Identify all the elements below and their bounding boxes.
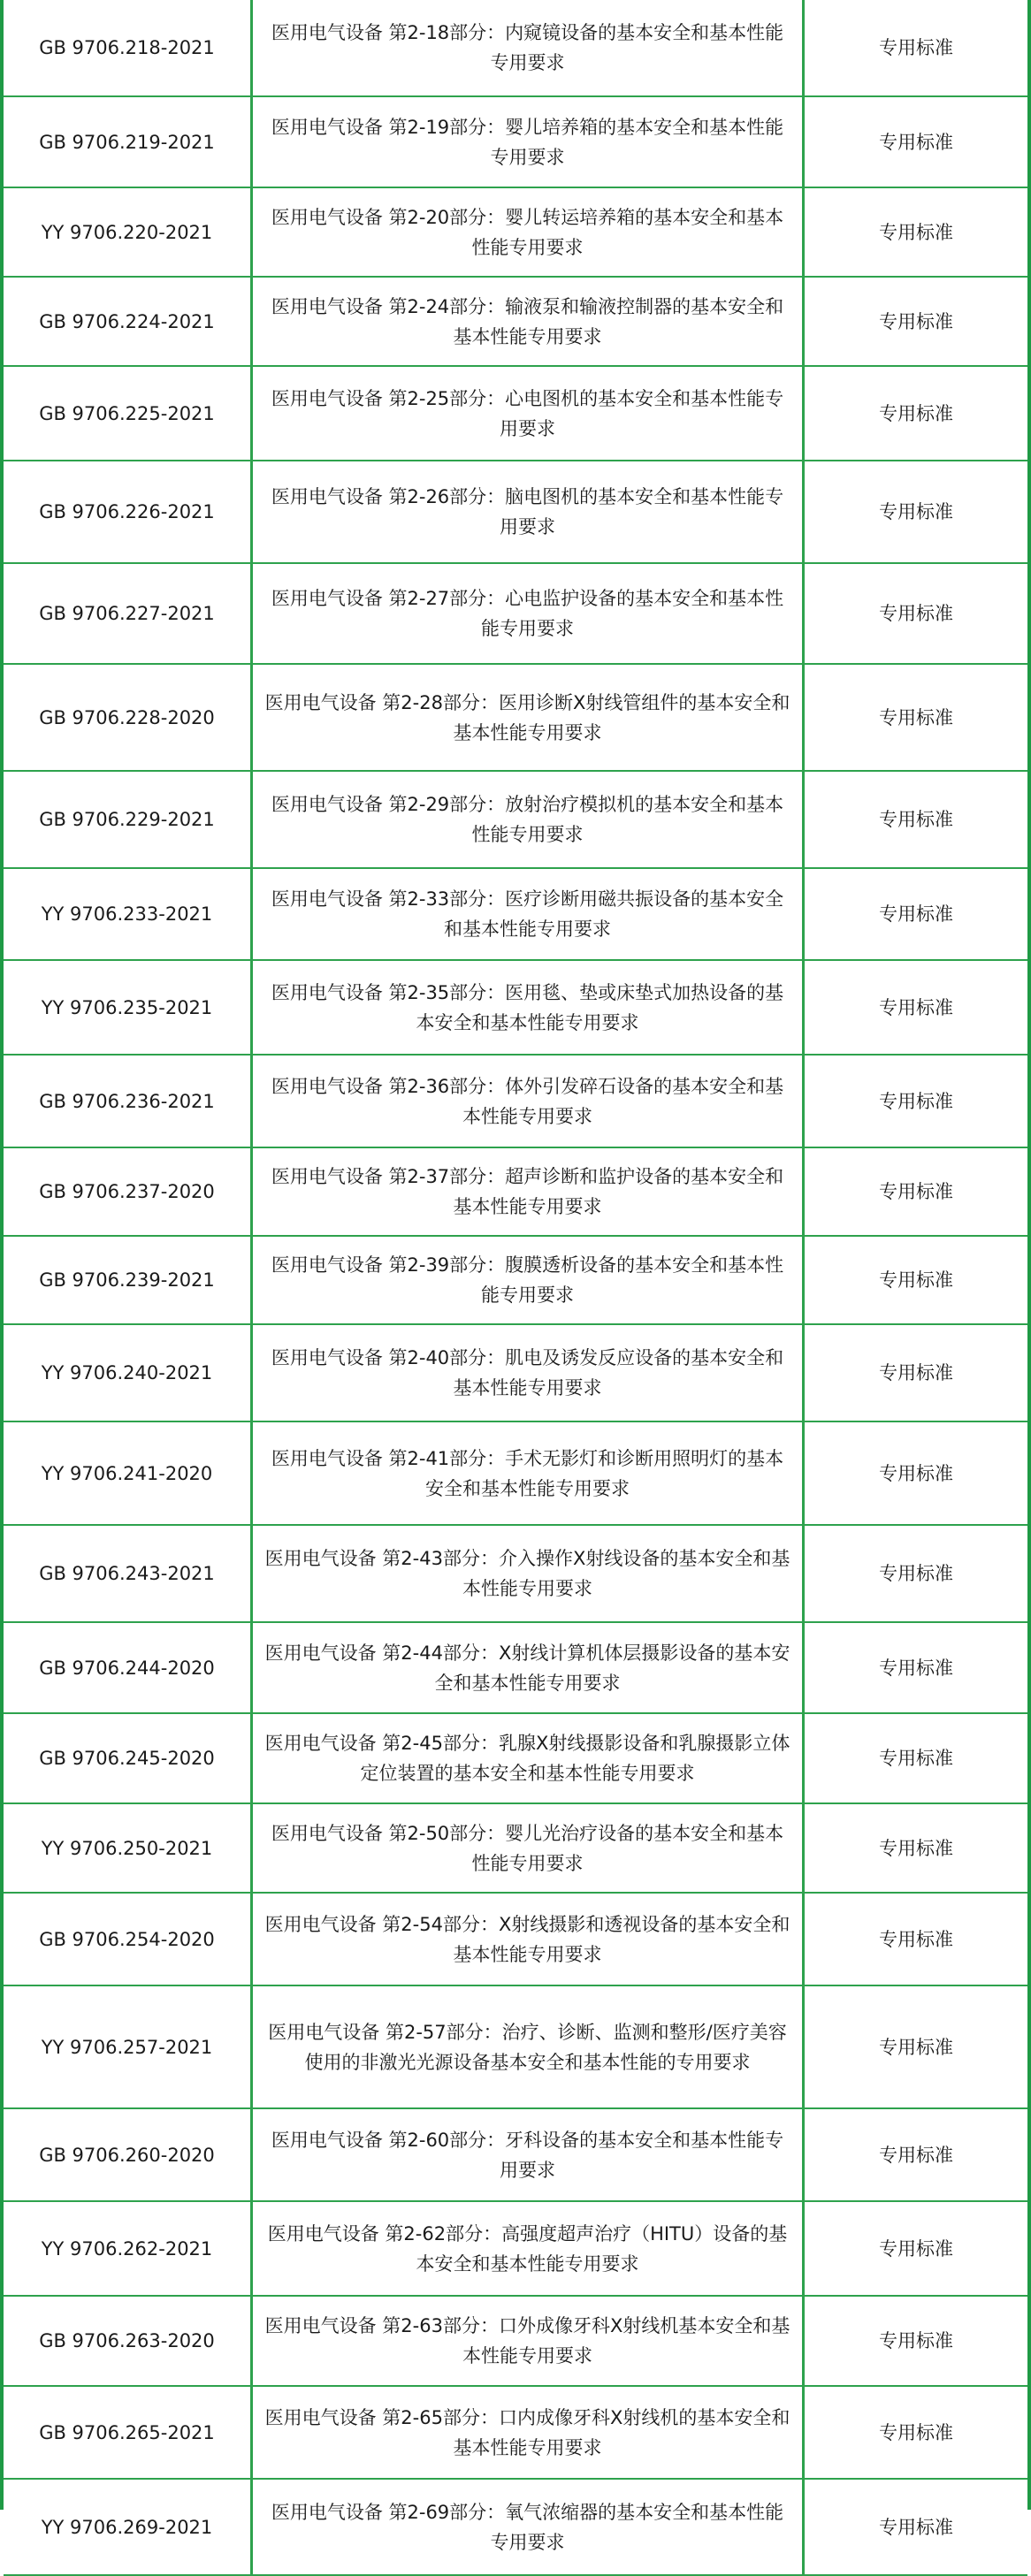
standard-code-cell — [4, 367, 253, 460]
standard-type-cell — [805, 772, 1027, 867]
standard-type-cell — [805, 1056, 1027, 1147]
standard-type-cell — [805, 0, 1027, 95]
standard-type-cell — [805, 278, 1027, 365]
standard-name-cell — [253, 665, 805, 770]
standard-code-cell — [4, 188, 253, 276]
standard-name-text: 医用电气设备 第2-63部分：口外成像牙科X射线机基本安全和基本性能专用要求 — [264, 2315, 790, 2366]
standard-name-cell — [253, 1056, 805, 1147]
standard-code-cell — [4, 1714, 253, 1802]
standard-name-cell — [253, 1325, 805, 1421]
standard-type-text: 专用标准 — [879, 2330, 953, 2351]
standard-code-text: YY 9706.262-2021 — [41, 2237, 213, 2260]
standard-type-text: 专用标准 — [879, 1090, 953, 1112]
standard-code-text: GB 9706.265-2021 — [39, 2421, 215, 2443]
standard-type-cell — [805, 461, 1027, 562]
standard-type-cell — [805, 1526, 1027, 1621]
standard-name-cell — [253, 2109, 805, 2200]
standard-type-text: 专用标准 — [879, 903, 953, 925]
standard-name-text: 医用电气设备 第2-20部分：婴儿转运培养箱的基本安全和基本性能专用要求 — [271, 206, 784, 258]
table-row — [4, 564, 1027, 665]
table-row — [4, 772, 1027, 869]
standard-type-cell — [805, 1237, 1027, 1323]
standard-type-cell — [805, 1714, 1027, 1802]
standard-type-text: 专用标准 — [879, 706, 953, 728]
standard-type-cell — [805, 564, 1027, 663]
standard-type-text: 专用标准 — [879, 501, 953, 522]
standard-code-cell — [4, 1986, 253, 2107]
standard-code-cell — [4, 2297, 253, 2385]
standard-name-cell — [253, 2297, 805, 2385]
standard-code-cell — [4, 772, 253, 867]
standard-code-text: GB 9706.260-2020 — [39, 2144, 215, 2166]
standard-type-cell — [805, 2202, 1027, 2295]
table-row — [4, 1325, 1027, 1422]
standard-type-cell — [805, 2387, 1027, 2478]
standard-type-cell — [805, 665, 1027, 770]
standard-type-text: 专用标准 — [879, 221, 953, 243]
standard-name-cell — [253, 961, 805, 1054]
standard-name-cell — [253, 772, 805, 867]
standard-type-text: 专用标准 — [879, 402, 953, 424]
standard-type-text: 专用标准 — [879, 37, 953, 58]
table-row — [4, 1986, 1027, 2109]
standard-code-cell — [4, 1237, 253, 1323]
standard-code-text: GB 9706.228-2020 — [39, 706, 215, 728]
standard-type-text: 专用标准 — [879, 2421, 953, 2443]
standard-code-text: GB 9706.236-2021 — [39, 1090, 215, 1112]
standard-name-cell — [253, 2387, 805, 2478]
standard-name-cell — [253, 2202, 805, 2295]
standard-type-text: 专用标准 — [879, 2237, 953, 2260]
standard-type-text: 专用标准 — [879, 809, 953, 830]
standard-name-cell — [253, 1894, 805, 1985]
standard-name-cell — [253, 278, 805, 365]
standard-code-text: YY 9706.269-2021 — [41, 2516, 213, 2538]
standard-type-text: 专用标准 — [879, 1269, 953, 1291]
standard-type-cell — [805, 1623, 1027, 1712]
table-row — [4, 1237, 1027, 1325]
standard-code-cell — [4, 564, 253, 663]
standard-name-text: 医用电气设备 第2-18部分：内窥镜设备的基本安全和基本性能专用要求 — [271, 22, 784, 73]
standard-name-text: 医用电气设备 第2-29部分：放射治疗模拟机的基本安全和基本性能专用要求 — [271, 794, 784, 845]
standard-name-cell — [253, 1422, 805, 1524]
standard-code-text: GB 9706.226-2021 — [39, 501, 215, 522]
standard-type-text: 专用标准 — [879, 1563, 953, 1584]
standard-type-cell — [805, 1422, 1027, 1524]
standard-code-text: GB 9706.229-2021 — [39, 809, 215, 830]
standard-code-cell — [4, 1148, 253, 1235]
standard-type-cell — [805, 1986, 1027, 2107]
standard-code-text: YY 9706.235-2021 — [41, 996, 213, 1018]
table-row — [4, 461, 1027, 564]
standard-type-text: 专用标准 — [879, 1928, 953, 1950]
standard-name-cell — [253, 2480, 805, 2574]
table-row — [4, 2202, 1027, 2297]
standard-name-text: 医用电气设备 第2-25部分：心电图机的基本安全和基本性能专用要求 — [271, 387, 784, 439]
standard-code-text: YY 9706.220-2021 — [41, 221, 213, 243]
standard-name-text: 医用电气设备 第2-27部分：心电监护设备的基本安全和基本性能专用要求 — [271, 588, 784, 639]
table-row — [4, 2387, 1027, 2480]
table-row — [4, 2109, 1027, 2202]
standard-code-cell — [4, 2480, 253, 2574]
standard-name-cell — [253, 1526, 805, 1621]
standard-code-text: GB 9706.245-2020 — [39, 1748, 215, 1769]
standard-name-cell — [253, 869, 805, 959]
table-row — [4, 1148, 1027, 1237]
standard-type-text: 专用标准 — [879, 1462, 953, 1484]
standard-code-cell — [4, 1325, 253, 1421]
standard-code-text: YY 9706.241-2020 — [41, 1462, 213, 1484]
standard-code-cell — [4, 1623, 253, 1712]
standard-name-text: 医用电气设备 第2-60部分：牙科设备的基本安全和基本性能专用要求 — [271, 2129, 784, 2181]
standard-code-text: YY 9706.240-2021 — [41, 1362, 213, 1383]
table-row — [4, 1714, 1027, 1804]
standard-code-text: YY 9706.233-2021 — [41, 903, 213, 925]
standard-code-text: GB 9706.237-2020 — [39, 1181, 215, 1202]
standard-code-text: GB 9706.244-2020 — [39, 1657, 215, 1679]
standard-type-cell — [805, 188, 1027, 276]
standard-name-text: 医用电气设备 第2-57部分：治疗、诊断、监测和整形/医疗美容使用的非激光光源设备基本安全和基本性能的专用要求 — [268, 2021, 787, 2073]
standard-name-cell — [253, 1804, 805, 1892]
standard-code-cell — [4, 1804, 253, 1892]
standard-name-text: 医用电气设备 第2-43部分：介入操作X射线设备的基本安全和基本性能专用要求 — [264, 1548, 790, 1599]
standard-code-cell — [4, 1422, 253, 1524]
standard-type-cell — [805, 2480, 1027, 2574]
table-row — [4, 1804, 1027, 1894]
table-row — [4, 869, 1027, 961]
standard-name-cell — [253, 564, 805, 663]
standard-name-text: 医用电气设备 第2-54部分：X射线摄影和透视设备的基本安全和基本性能专用要求 — [264, 1913, 790, 1965]
standard-type-text: 专用标准 — [879, 603, 953, 624]
standard-name-text: 医用电气设备 第2-36部分：体外引发碎石设备的基本安全和基本性能专用要求 — [271, 1075, 784, 1127]
standard-name-cell — [253, 367, 805, 460]
standard-name-text: 医用电气设备 第2-39部分：腹膜透析设备的基本安全和基本性能专用要求 — [271, 1254, 784, 1306]
standard-code-cell — [4, 0, 253, 95]
standard-code-text: GB 9706.254-2020 — [39, 1928, 215, 1950]
standard-type-cell — [805, 97, 1027, 187]
standard-name-text: 医用电气设备 第2-26部分：脑电图机的基本安全和基本性能专用要求 — [271, 486, 784, 537]
standard-code-text: YY 9706.257-2021 — [41, 2036, 213, 2058]
standard-type-text: 专用标准 — [879, 1362, 953, 1383]
standard-type-cell — [805, 367, 1027, 460]
standard-name-text: 医用电气设备 第2-28部分：医用诊断X射线管组件的基本安全和基本性能专用要求 — [264, 691, 790, 743]
standard-code-cell — [4, 97, 253, 187]
standard-name-cell — [253, 1714, 805, 1802]
standard-code-text: GB 9706.243-2021 — [39, 1563, 215, 1584]
standard-code-cell — [4, 461, 253, 562]
standard-name-text: 医用电气设备 第2-37部分：超声诊断和监护设备的基本安全和基本性能专用要求 — [271, 1166, 784, 1217]
standard-name-text: 医用电气设备 第2-65部分：口内成像牙科X射线机的基本安全和基本性能专用要求 — [264, 2406, 790, 2458]
table-row — [4, 1894, 1027, 1986]
standard-code-text: GB 9706.225-2021 — [39, 402, 215, 424]
standard-type-text: 专用标准 — [879, 1748, 953, 1769]
table-row — [4, 1526, 1027, 1623]
standard-type-cell — [805, 2297, 1027, 2385]
standard-name-cell — [253, 461, 805, 562]
standard-name-text: 医用电气设备 第2-44部分：X射线计算机体层摄影设备的基本安全和基本性能专用要求 — [264, 1642, 790, 1694]
standard-type-text: 专用标准 — [879, 2144, 953, 2166]
standard-type-text: 专用标准 — [879, 310, 953, 332]
standard-code-cell — [4, 278, 253, 365]
table-row — [4, 665, 1027, 772]
standard-name-cell — [253, 1148, 805, 1235]
standard-name-text: 医用电气设备 第2-35部分：医用毯、垫或床垫式加热设备的基本安全和基本性能专用要求 — [271, 981, 784, 1033]
standard-type-cell — [805, 2109, 1027, 2200]
standard-code-cell — [4, 1526, 253, 1621]
standard-name-cell — [253, 97, 805, 187]
standard-name-text: 医用电气设备 第2-41部分：手术无影灯和诊断用照明灯的基本安全和基本性能专用要求 — [271, 1447, 784, 1499]
standard-code-text: GB 9706.218-2021 — [39, 37, 215, 58]
standard-type-text: 专用标准 — [879, 131, 953, 153]
standard-name-text: 医用电气设备 第2-62部分：高强度超声治疗（HITU）设备的基本安全和基本性能专用要求 — [267, 2222, 788, 2275]
standard-type-cell — [805, 1325, 1027, 1421]
table-row — [4, 1623, 1027, 1714]
standard-code-text: GB 9706.224-2021 — [39, 310, 215, 332]
standard-code-text: GB 9706.219-2021 — [39, 131, 215, 153]
table-row — [4, 0, 1027, 97]
standard-code-cell — [4, 2387, 253, 2478]
table-row — [4, 2480, 1027, 2576]
standard-type-cell — [805, 1894, 1027, 1985]
standard-name-text: 医用电气设备 第2-24部分：输液泵和输液控制器的基本安全和基本性能专用要求 — [271, 295, 784, 347]
standard-type-cell — [805, 869, 1027, 959]
table-row — [4, 97, 1027, 188]
standard-code-cell — [4, 2202, 253, 2295]
table-row — [4, 1056, 1027, 1148]
standard-code-cell — [4, 1056, 253, 1147]
standard-type-text: 专用标准 — [879, 996, 953, 1018]
standard-type-text: 专用标准 — [879, 1657, 953, 1679]
standard-type-text: 专用标准 — [879, 1837, 953, 1859]
standard-code-text: GB 9706.239-2021 — [39, 1269, 215, 1291]
standard-name-cell — [253, 1623, 805, 1712]
table-row — [4, 278, 1027, 367]
standard-code-cell — [4, 869, 253, 959]
standard-type-cell — [805, 1148, 1027, 1235]
standard-type-cell — [805, 961, 1027, 1054]
standard-type-cell — [805, 1804, 1027, 1892]
standard-name-text: 医用电气设备 第2-40部分：肌电及诱发反应设备的基本安全和基本性能专用要求 — [271, 1347, 784, 1399]
table-row — [4, 1422, 1027, 1526]
standard-code-text: GB 9706.263-2020 — [39, 2330, 215, 2351]
standard-type-text: 专用标准 — [879, 2036, 953, 2058]
standard-type-text: 专用标准 — [879, 1181, 953, 1202]
standard-type-text: 专用标准 — [879, 2516, 953, 2538]
standard-code-cell — [4, 2109, 253, 2200]
table-row — [4, 188, 1027, 278]
table-row — [4, 961, 1027, 1056]
standard-name-cell — [253, 0, 805, 95]
standard-name-text: 医用电气设备 第2-50部分：婴儿光治疗设备的基本安全和基本性能专用要求 — [271, 1822, 784, 1874]
standard-code-text: GB 9706.227-2021 — [39, 603, 215, 624]
standard-name-cell — [253, 188, 805, 276]
standard-name-cell — [253, 1986, 805, 2107]
standard-name-text: 医用电气设备 第2-19部分：婴儿培养箱的基本安全和基本性能专用要求 — [271, 116, 784, 168]
standard-name-text: 医用电气设备 第2-69部分：氧气浓缩器的基本安全和基本性能专用要求 — [271, 2501, 784, 2553]
standard-name-text: 医用电气设备 第2-45部分：乳腺X射线摄影设备和乳腺摄影立体定位装置的基本安全和基本性能专用要求 — [264, 1733, 790, 1784]
table-row — [4, 367, 1027, 461]
standard-code-cell — [4, 665, 253, 770]
standard-code-text: YY 9706.250-2021 — [41, 1837, 213, 1859]
table-row — [4, 2297, 1027, 2387]
standard-name-text: 医用电气设备 第2-33部分：医疗诊断用磁共振设备的基本安全和基本性能专用要求 — [271, 888, 784, 940]
standard-code-cell — [4, 1894, 253, 1985]
standard-code-cell — [4, 961, 253, 1054]
standard-name-cell — [253, 1237, 805, 1323]
